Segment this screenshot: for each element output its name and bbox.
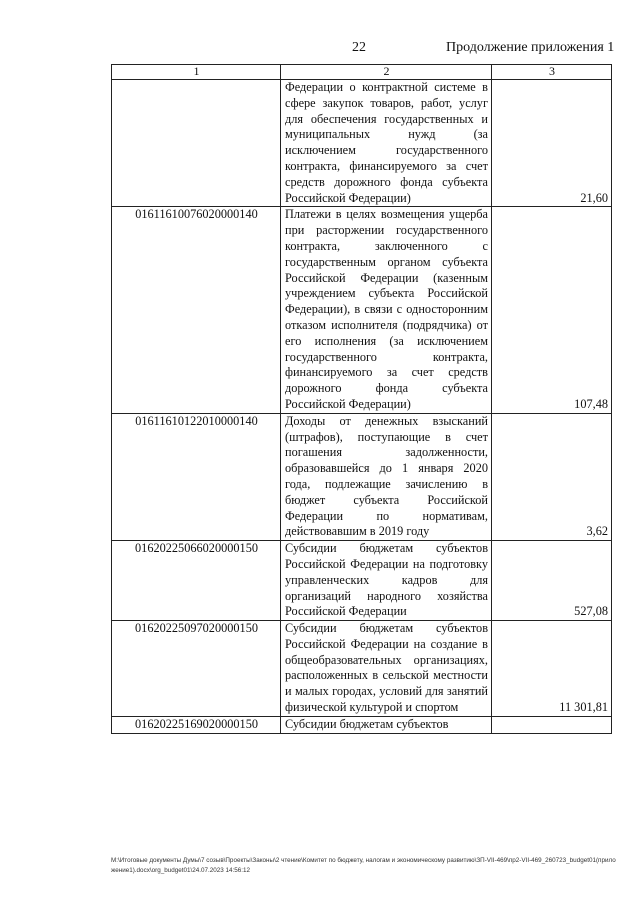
row-name: Субсидии бюджетам субъектов bbox=[281, 716, 492, 733]
budget-table bbox=[111, 64, 612, 734]
column-header: 1 bbox=[112, 65, 281, 80]
continuation-label: Продолжение приложения 1 bbox=[446, 40, 615, 55]
document-path-footer: M:\Итоговые документы Думы\7 созыв\Проекты\Законы\2 чтение\Комитет по бюджету, налогам и экономическому развитию\ЗП-VII-469\пр2-VII-469_260723_budget01(приложение1).docx\org_budget01\24.07.2023 14:56:12 bbox=[111, 857, 616, 874]
table-row bbox=[112, 716, 612, 733]
row-code: 01620225169020000150 bbox=[112, 716, 281, 733]
row-name: Субсидии бюджетам субъектов Российской Федерации на подготовку управленческих кадров для организаций народного хозяйства Российской Федерации bbox=[281, 541, 492, 621]
table-row bbox=[112, 413, 612, 540]
row-code: 01620225097020000150 bbox=[112, 621, 281, 717]
table-header-row bbox=[112, 65, 612, 80]
row-code: 01620225066020000150 bbox=[112, 541, 281, 621]
table-row bbox=[112, 541, 612, 621]
table-row bbox=[112, 621, 612, 717]
page-number: 22 bbox=[352, 40, 366, 55]
row-amount: 11 301,81 bbox=[492, 621, 612, 717]
row-amount: 107,48 bbox=[492, 207, 612, 413]
row-amount bbox=[492, 716, 612, 733]
row-name: Платежи в целях возмещения ущерба при расторжении государственного контракта, заключенного с государственным органом субъекта Российской Федерации (казенным учреждением субъекта Российской Федерации), в связи с односторонним отказом исполнителя (подрядчика) от его исполнения (за исключением государственного контракта, финансируемого за счет средств дорожного фонда субъекта Российской Федерации) bbox=[281, 207, 492, 413]
table-row bbox=[112, 80, 612, 207]
row-amount: 527,08 bbox=[492, 541, 612, 621]
row-code: 01611610122010000140 bbox=[112, 413, 281, 540]
column-header: 2 bbox=[281, 65, 492, 80]
row-amount: 3,62 bbox=[492, 413, 612, 540]
row-name: Федерации о контрактной системе в сфере закупок товаров, работ, услуг для обеспечения государственных и муниципальных нужд (за исключением государственного контракта, финансируемого за счет средств дорожного фонда субъекта Российской Федерации) bbox=[281, 80, 492, 207]
row-code bbox=[112, 80, 281, 207]
row-amount: 21,60 bbox=[492, 80, 612, 207]
row-name: Доходы от денежных взысканий (штрафов), поступающие в счет погашения задолженности, образовавшейся до 1 января 2020 года, подлежащие зачислению в бюджет субъекта Российской Федерации по нормативам, действовавшим в 2019 году bbox=[281, 413, 492, 540]
row-name: Субсидии бюджетам субъектов Российской Федерации на создание в общеобразовательных организациях, расположенных в сельской местности и малых городах, условий для занятий физической культурой и спортом bbox=[281, 621, 492, 717]
table-row bbox=[112, 207, 612, 413]
row-code: 01611610076020000140 bbox=[112, 207, 281, 413]
column-header: 3 bbox=[492, 65, 612, 80]
